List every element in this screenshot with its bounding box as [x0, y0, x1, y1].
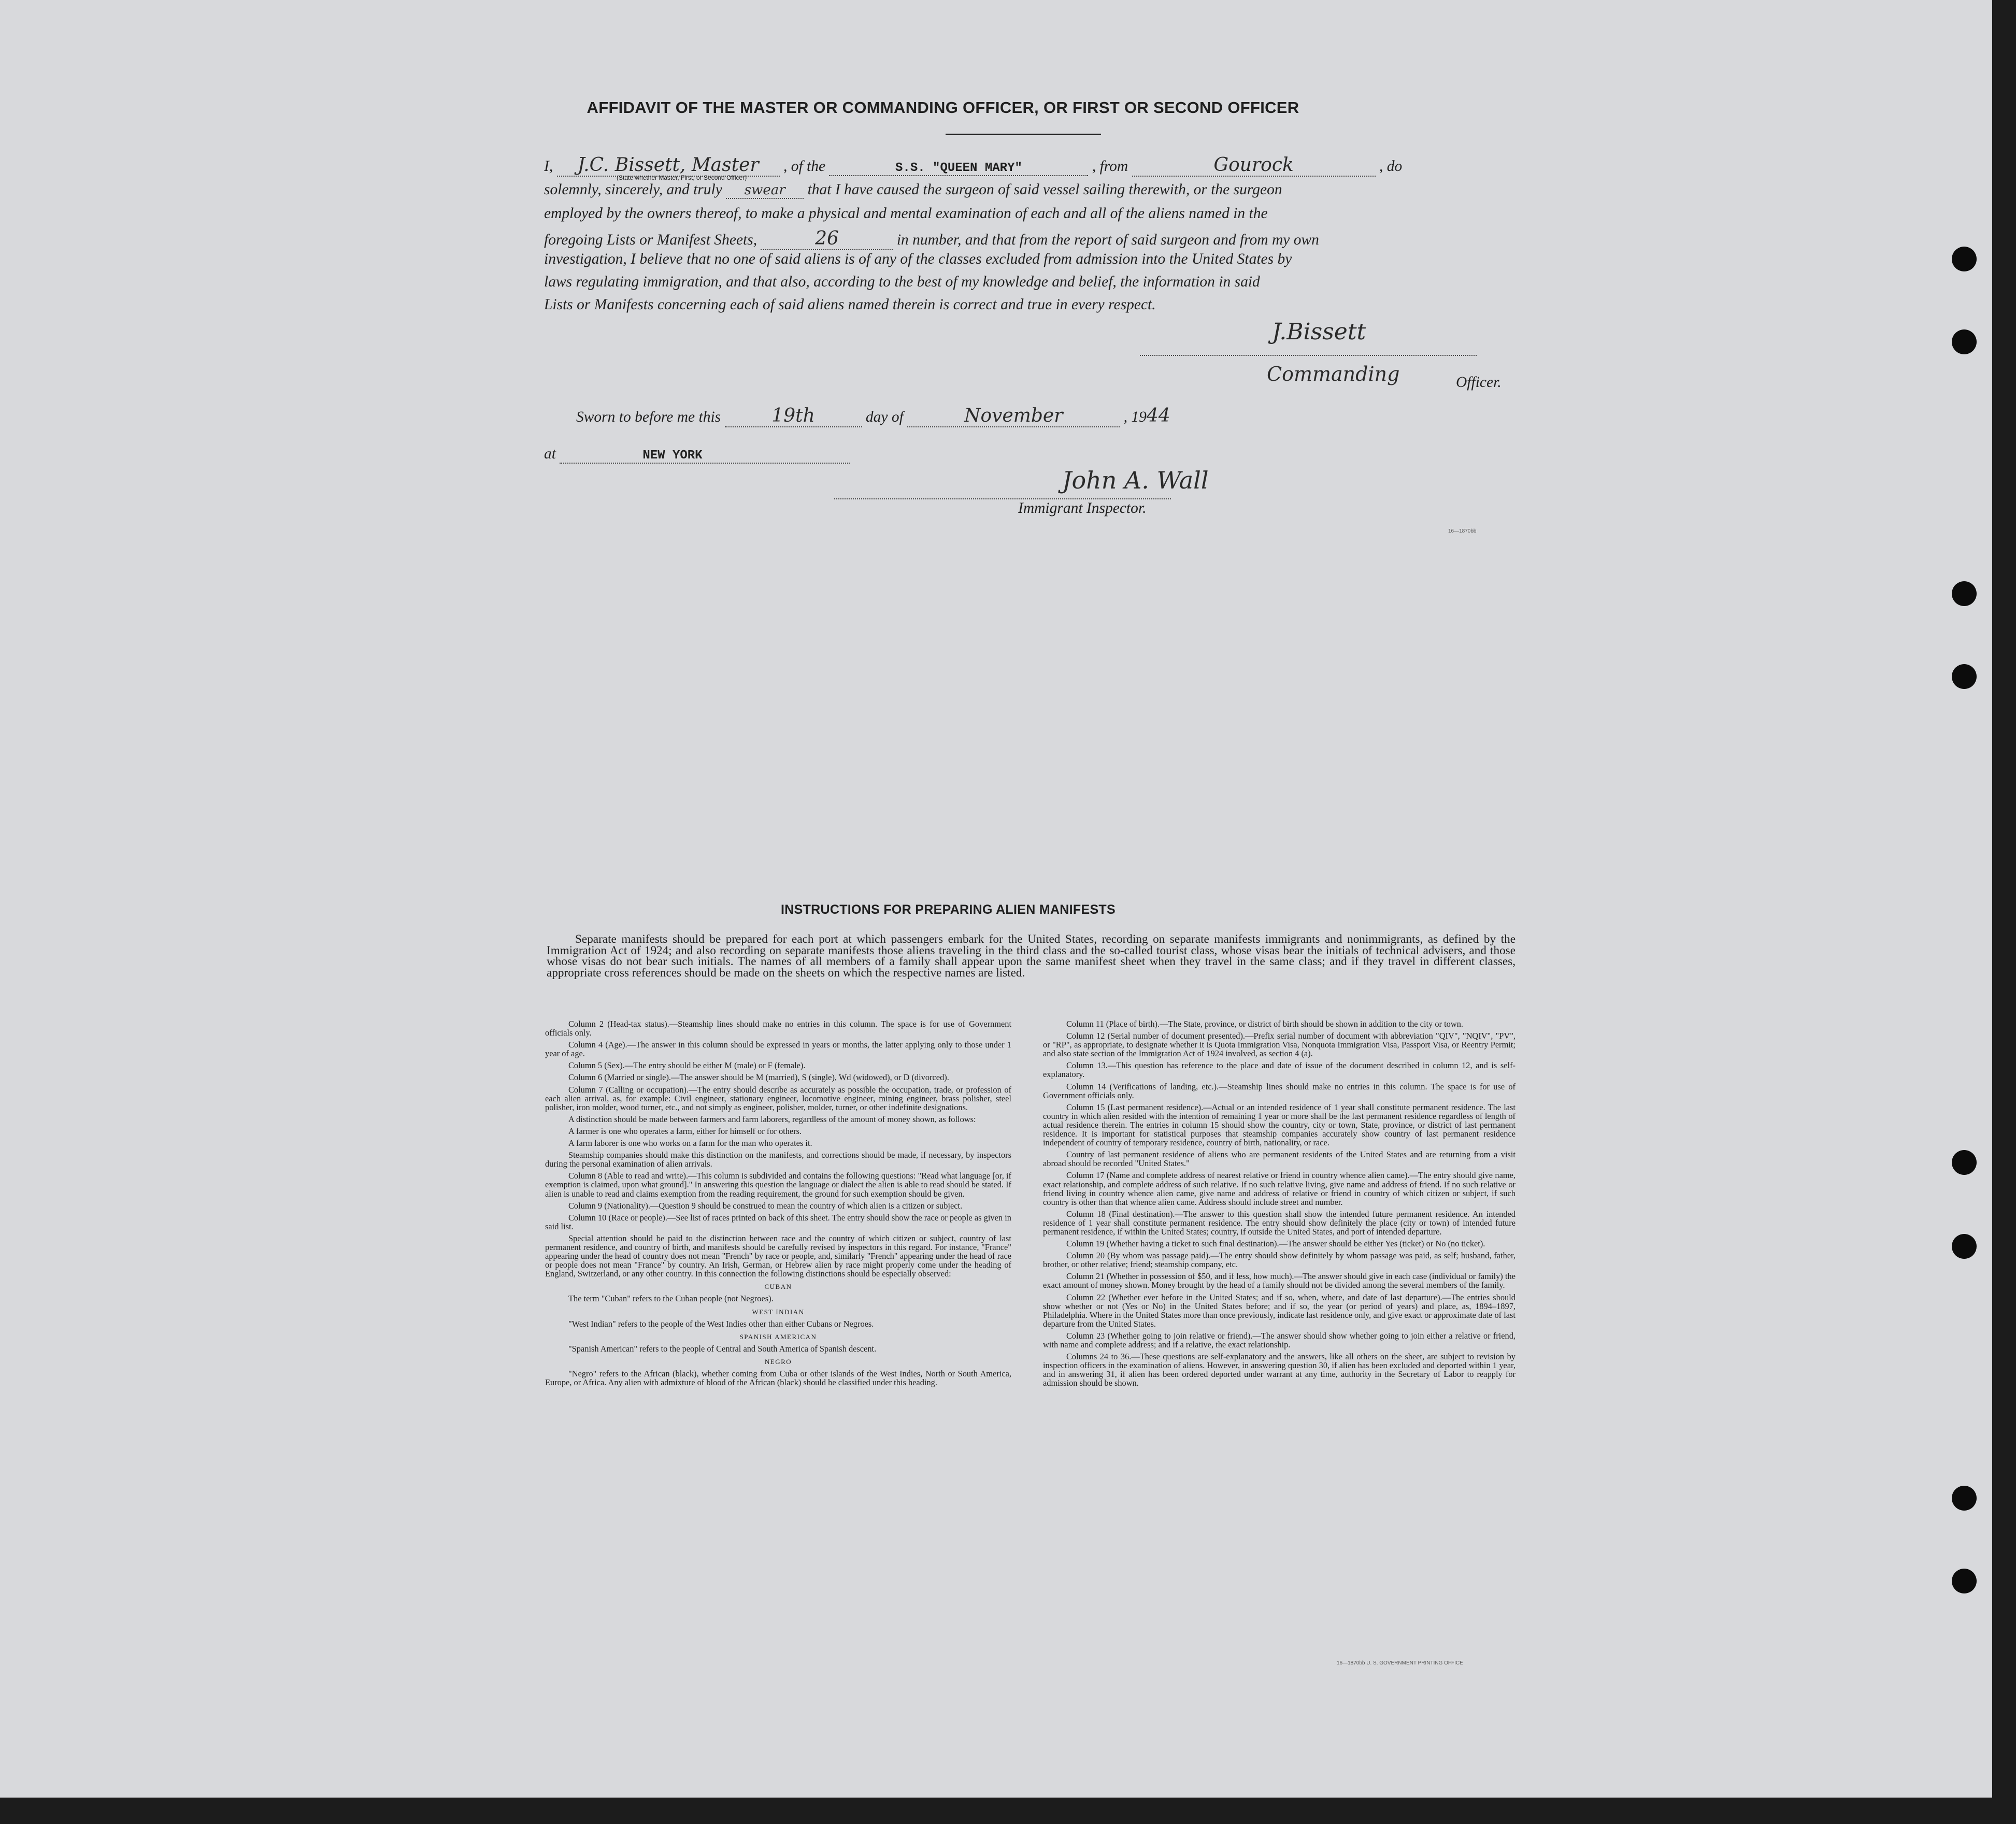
text-of-the: , of the: [783, 158, 826, 175]
text-from: , from: [1092, 158, 1128, 175]
west-indian-definition: "West Indian" refers to the people of the West Indies other than either Cubans or Negroes.: [568, 1318, 874, 1329]
columns-24-36-note: Columns 24 to 36.—These questions are self-explanatory and the answers, like all others on the sheet, are subject to revision by inspection officers in the examination of aliens. However, in answering question 30, if alien has been excluded and deported within 1 year, and in answering 31, if alien has been ordered deported under warrant at any time, authority in the Secretary of Labor to reapply for admission should be shown.: [1043, 1352, 1515, 1388]
printing-office-footer: 16—1870bb U. S. GOVERNMENT PRINTING OFFICE: [1337, 1660, 1463, 1666]
farmer-definition: A farmer is one who operates a farm, either for himself or for others.: [568, 1126, 802, 1136]
text-sworn: Sworn to before me this: [576, 409, 721, 425]
column-21-note: Column 21 (Whether in possession of $50, and if less, how much).—The answer should give in each case (individual or family) the exact amount of money shown. Money brought by the head of a family should not be divided among the several members of the family.: [1043, 1271, 1515, 1290]
instructions-right-column: [1043, 1019, 1515, 1390]
column-7-note: Column 7 (Calling or occupation).—The entry should describe as accurately as possible the occupation, trade, or profession of each alien arrival, as, for example: Civil engineer, stationary engineer, locomotive engineer, mining engineer, brass polisher, steel polisher, iron molder, wood turner, etc., and not simply as engineer, polisher, molder, turner, or other indefinite designations.: [545, 1084, 1011, 1112]
day-field: 19th: [725, 405, 862, 427]
punch-hole: [1952, 1150, 1977, 1175]
master-signature: J.Bissett: [1272, 319, 1366, 345]
cuban-definition: The term "Cuban" refers to the Cuban people (not Negroes).: [568, 1294, 774, 1304]
text-do: , do: [1379, 158, 1403, 175]
heading-west-indian: WEST INDIAN: [752, 1308, 805, 1316]
affidavit-line-5: investigation, I believe that no one of said aliens is of any of the classes excluded from admission into the United States by: [544, 251, 1292, 267]
inspector-signature-line: [834, 498, 1171, 499]
farm-laborer-definition: A farm laborer is one who works on a farm for the man who operates it.: [568, 1138, 812, 1148]
affidavit-title: AFFIDAVIT OF THE MASTER OR COMMANDING OFFICER, OR FIRST OR SECOND OFFICER: [587, 98, 1299, 117]
punch-hole: [1952, 329, 1977, 354]
column-20-note: Column 20 (By whom was passage paid).—The entry should show definitely by whom passage was paid, as self; husband, father, brother, or other relative; friend; steamship company, etc.: [1043, 1251, 1515, 1270]
negro-definition: "Negro" refers to the African (black), whether coming from Cuba or other islands of the West Indies, North or South America, Europe, or Africa. Any alien with admixture of blood of the African (black) should be classified under this heading.: [545, 1369, 1011, 1388]
heading-cuban: CUBAN: [764, 1283, 792, 1291]
punch-hole: [1952, 581, 1977, 606]
column-18-note: Column 18 (Final destination).—The answer to this question shall show the intended future permanent residence. An intended residence of 1 year shall constitute permanent residence. The entry should show definitely the place (city or town) of intended future permanent residence, if within the United States; country, if outside the United States, and port of intended departure.: [1043, 1209, 1515, 1237]
column-14-note: Column 14 (Verifications of landing, etc.).—Steamship lines should make no entries in this column. The space is for use of Government officials only.: [1043, 1081, 1515, 1100]
year-field: 44: [1146, 405, 1170, 426]
punch-hole: [1952, 1234, 1977, 1259]
column-23-note: Column 23 (Whether going to join relative or friend).—The answer should show whether going to join either a relative or friend, with name and complete address; and if a relative, the exact relationship.: [1043, 1330, 1515, 1349]
master-name-field: J.C. Bissett, Master: [557, 154, 780, 177]
sheet-count-field: 26: [761, 228, 893, 250]
punch-hole: [1952, 664, 1977, 689]
month-field: November: [907, 405, 1120, 427]
column-8-note: Column 8 (Able to read and write).—This column is subdivided and contains the following questions: "Read what language [or, if exemption is claimed, upon what ground]." In answering this question the language or dialect the alien is able to read should be stated. If alien is unable to read and claims exemption from the reading requirement, the ground for such exemption should be given.: [545, 1171, 1011, 1199]
column-10-note: Column 10 (Race or people).—See list of races printed on back of this sheet. The entry should show the race or people as given in said list.: [545, 1212, 1011, 1231]
affidavit-line-3: employed by the owners thereof, to make a physical and mental examination of each and all of the aliens named in the: [544, 205, 1268, 222]
instructions-intro: Separate manifests should be prepared for each port at which passengers embark for the United States, recording on separate manifests immigrants and nonimmigrants, as defined by the Immigration Act of 1924; and also recording on separate manifests those aliens traveling in the third class and the so-called tourist class, whose visas bear the initials of technical advisers, and those whose visas do not bear such initials. The names of all members of a family shall appear upon the same manifest sheet when they travel in the same class; and if they travel in different classes, appropriate cross references should be made on the sheets on which the respective names are listed.: [547, 932, 1515, 980]
oath-field: swear: [726, 182, 804, 199]
sworn-line: [576, 405, 1170, 427]
steamship-distinction: Steamship companies should make this distinction on the manifests, and corrections should be made, if necessary, by inspectors during the personal examination of alien arrivals.: [545, 1150, 1011, 1169]
punch-hole: [1952, 247, 1977, 271]
text-surgeon: that I have caused the surgeon of said vessel sailing therewith, or the surgeon: [807, 181, 1282, 198]
affidavit-line-6: laws regulating immigration, and that also, according to the best of my knowledge and belief, the information in said: [544, 274, 1260, 290]
residence-us-note: Country of last permanent residence of aliens who are permanent residents of the United States and are returning from a visit abroad should be recorded "United States.": [1043, 1150, 1515, 1169]
heading-negro: NEGRO: [764, 1357, 792, 1366]
affidavit-line-1: [544, 154, 1402, 177]
heading-spanish-american: SPANISH AMERICAN: [739, 1332, 817, 1341]
affidavit-line-2: [544, 181, 1282, 199]
farmer-distinction: A distinction should be made between farmers and farm laborers, regardless of the amount of money shown, as follows:: [568, 1114, 976, 1124]
column-11-note: Column 11 (Place of birth).—The State, province, or district of birth should be shown in addition to the city or town.: [1066, 1019, 1463, 1029]
affidavit-line-7: Lists or Manifests concerning each of said aliens named therein is correct and true in every respect.: [544, 296, 1156, 313]
text-foregoing: foregoing Lists or Manifest Sheets,: [544, 232, 757, 248]
punch-hole: [1952, 1486, 1977, 1511]
text-nineteen: , 19: [1123, 409, 1147, 425]
column-13-note: Column 13.—This question has reference to the place and date of issue of the document described in column 12, and is self-explanatory.: [1043, 1060, 1515, 1080]
text-at: at: [544, 446, 556, 462]
instructions-left-column: [545, 1019, 1011, 1390]
text-in-number: in number, and that from the report of said surgeon and from my own: [896, 232, 1319, 248]
text-day-of: day of: [865, 409, 904, 425]
punch-hole: [1952, 1569, 1977, 1593]
form-number: 16—1870bb: [1448, 528, 1477, 534]
officer-label: Officer.: [1456, 374, 1502, 391]
column-9-note: Column 9 (Nationality).—Question 9 should be construed to mean the country of which alien is a citizen or subject.: [568, 1200, 963, 1211]
column-5-note: Column 5 (Sex).—The entry should be either M (male) or F (female).: [568, 1060, 806, 1071]
title-rule: [946, 134, 1101, 135]
inspector-signature: John A. Wall: [1062, 466, 1209, 494]
place-field: NEW YORK: [560, 449, 850, 464]
signature-line: [1140, 355, 1477, 356]
rank-handwritten: Commanding: [1267, 363, 1400, 385]
column-12-note: Column 12 (Serial number of document presented).—Prefix serial number of document with abbreviation "QIV", "NQIV", "PV", or "RP", as appropriate, to designate whether it is Quota Immigration Visa, Nonquota Immigration Visa, Passport Visa, or Reentry Permit; and also state section of the Immigration Act of 1924 involved, as section 4 (a).: [1043, 1031, 1515, 1059]
column-15-note: Column 15 (Last permanent residence).—Actual or an intended residence of 1 year shall constitute permanent residence. The last country in which alien resided with the intention of remaining 1 year or more shall be the last permanent residence regardless of length of actual residence therein. The entries in column 15 should show the country, city or town, State, province, or district of last permanent residence. It is important for statistical purposes that steamship companies accurately show country of last permanent residence independent of country of temporary residence, country of birth, nationality, or race.: [1043, 1102, 1515, 1148]
spanish-american-definition: "Spanish American" refers to the people of Central and South America of Spanish descent.: [568, 1343, 877, 1354]
vessel-name-field: S.S. "QUEEN MARY": [829, 161, 1088, 176]
column-6-note: Column 6 (Married or single).—The answer should be M (married), S (single), Wd (widowed), or D (divorced).: [568, 1072, 949, 1083]
column-2-note: Column 2 (Head-tax status).—Steamship lines should make no entries in this column. The space is for use of Government officials only.: [545, 1019, 1011, 1038]
column-17-note: Column 17 (Name and complete address of nearest relative or friend in country whence alien came).—The entry should give name, exact relationship, and complete address of such relative. If no such relative living, give name and address of friend. If no such relative or friend living in country whence alien came, give name and address of relative or friend in country of which citizen or subject, if such country is other than that whence alien came. Address should include street and number.: [1043, 1170, 1515, 1207]
inspector-label: Immigrant Inspector.: [1018, 500, 1147, 516]
column-4-note: Column 4 (Age).—The answer in this column should be expressed in years or months, the latter applying only to those under 1 year of age.: [545, 1040, 1011, 1059]
text-i: I,: [544, 158, 553, 175]
port-field: Gourock: [1132, 154, 1376, 177]
column-19-note: Column 19 (Whether having a ticket to such final destination).—The answer should be either Yes (ticket) or No (no ticket).: [1066, 1239, 1485, 1249]
affidavit-line-4: [544, 228, 1319, 250]
place-line: [544, 446, 850, 464]
column-22-note: Column 22 (Whether ever before in the United States; and if so, when, where, and date of last departure).—The entries should show whether or not (Yes or No) in the United States before; and if so, the year (or period of years) and place, as, 1894–1897, Philadelphia. Where in the United States more than once previously, indicate last residence only, and give exact or approximate date of last departure from the United States.: [1043, 1292, 1515, 1329]
race-distinction-note: Special attention should be paid to the distinction between race and the country of which citizen or subject, country of last permanent residence, and country of birth, and manifests should be carefully revised by inspectors in this regard. For instance, "France" appearing under the head of country does not mean "French" by race or people, and, similarly "French" appearing under the head of race or people does not mean "France" by country. An Irish, German, or Hebrew alien by race might properly come under the heading of England, Switzerland, or any other country. In this connection the following distinctions should be especially observed:: [545, 1233, 1011, 1279]
name-field-note: (State whether Master, First, or Second Officer): [617, 174, 747, 181]
instructions-title: INSTRUCTIONS FOR PREPARING ALIEN MANIFESTS: [781, 902, 1116, 917]
text-solemnly: solemnly, sincerely, and truly: [544, 181, 722, 198]
